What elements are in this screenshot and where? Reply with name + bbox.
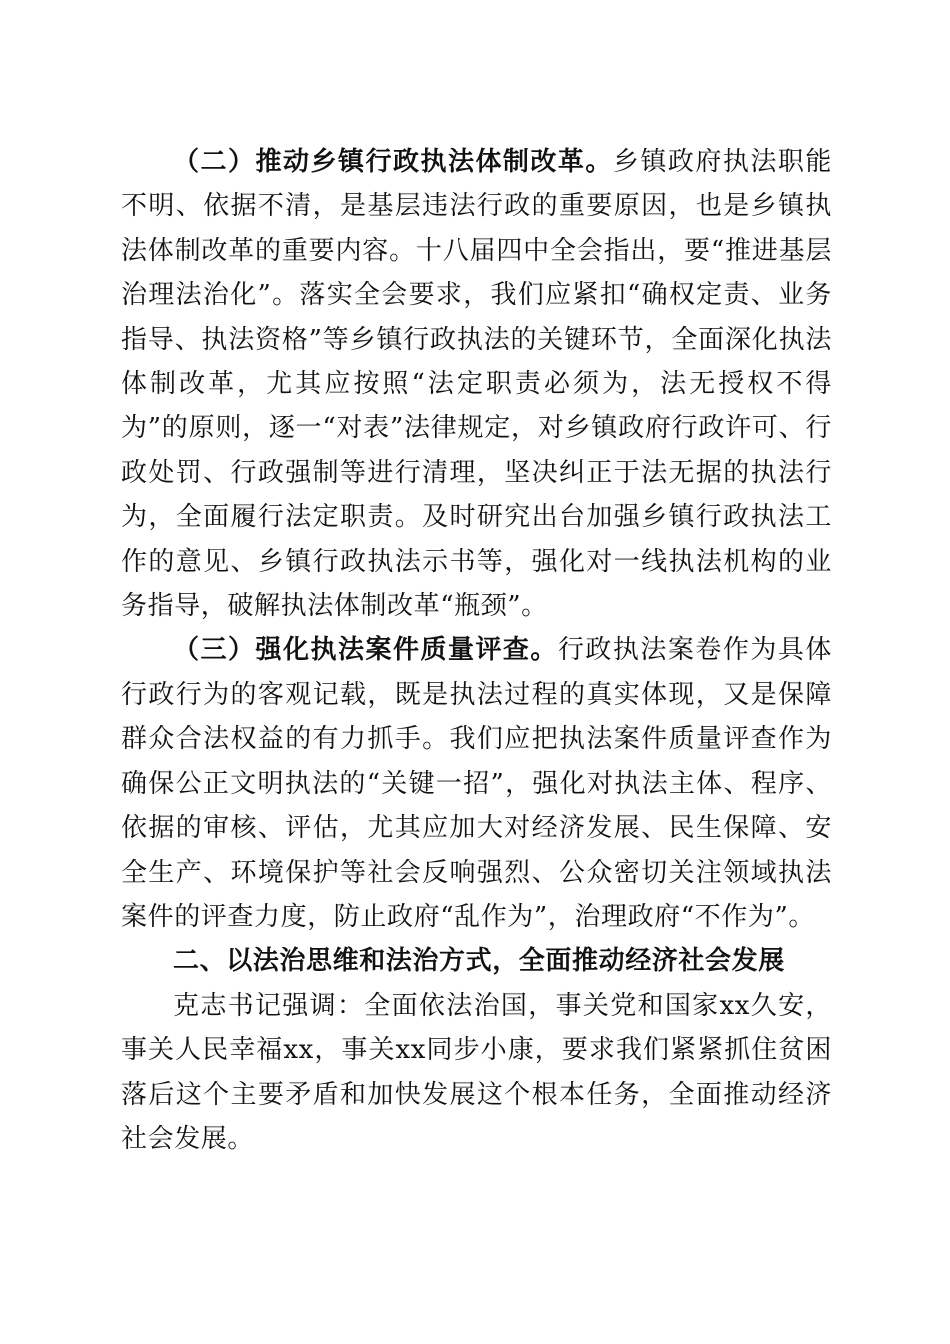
document-body — [121, 140, 832, 1161]
paragraph-text: 乡镇政府执法职能不明、依据不清，是基层违法行政的重要原因，也是乡镇执法体制改革的重要内容。十八届四中全会指出，要“推进基层治理法治化”。落实全会要求，我们应紧扣“确权定责、业务指导、执法资格”等乡镇行政执法的关键环节，全面深化执法体制改革，尤其应按照“法定职责必须为，法无授权不得为”的原则，逐一“对表”法律规定，对乡镇政府行政许可、行政处罚、行政强制等进行清理，坚决纠正于法无据的执法行为，全面履行法定职责。及时研究出台加强乡镇行政执法工作的意见、乡镇行政执法示书等，强化对一线执法机构的业务指导，破解执法体制改革“瓶颈”。 — [121, 147, 832, 622]
section-heading: 二、以法治思维和法治方式，全面推动经济社会发展 — [173, 946, 785, 977]
paragraph-text: 行政执法案卷作为具体行政行为的客观记载，既是执法过程的真实体现，又是保障群众合法权益的有力抓手。我们应把执法案件质量评查作为确保公正文明执法的“关键一招”，强化对执法主体、程序、依据的审核、评估，尤其应加大对经济发展、民生保障、安全生产、环境保护等社会反响强烈、公众密切关注领域执法案件的评查力度，防止政府“乱作为”，治理政府“不作为”。 — [121, 635, 832, 932]
subheading-case-quality-review: （三）强化执法案件质量评查。 — [173, 635, 558, 666]
paragraph-case-quality-review — [121, 628, 832, 939]
paragraph-town-enforcement-reform — [121, 140, 832, 628]
subheading-town-enforcement-reform: （二）推动乡镇行政执法体制改革。 — [173, 147, 613, 177]
paragraph-closing: 克志书记强调：全面依法治国，事关党和国家xx久安，事关人民幸福xx，事关xx同步小康，要求我们紧紧抓住贫困落后这个主要矛盾和加快发展这个根本任务，全面推动经济社会发展。 — [121, 990, 832, 1154]
